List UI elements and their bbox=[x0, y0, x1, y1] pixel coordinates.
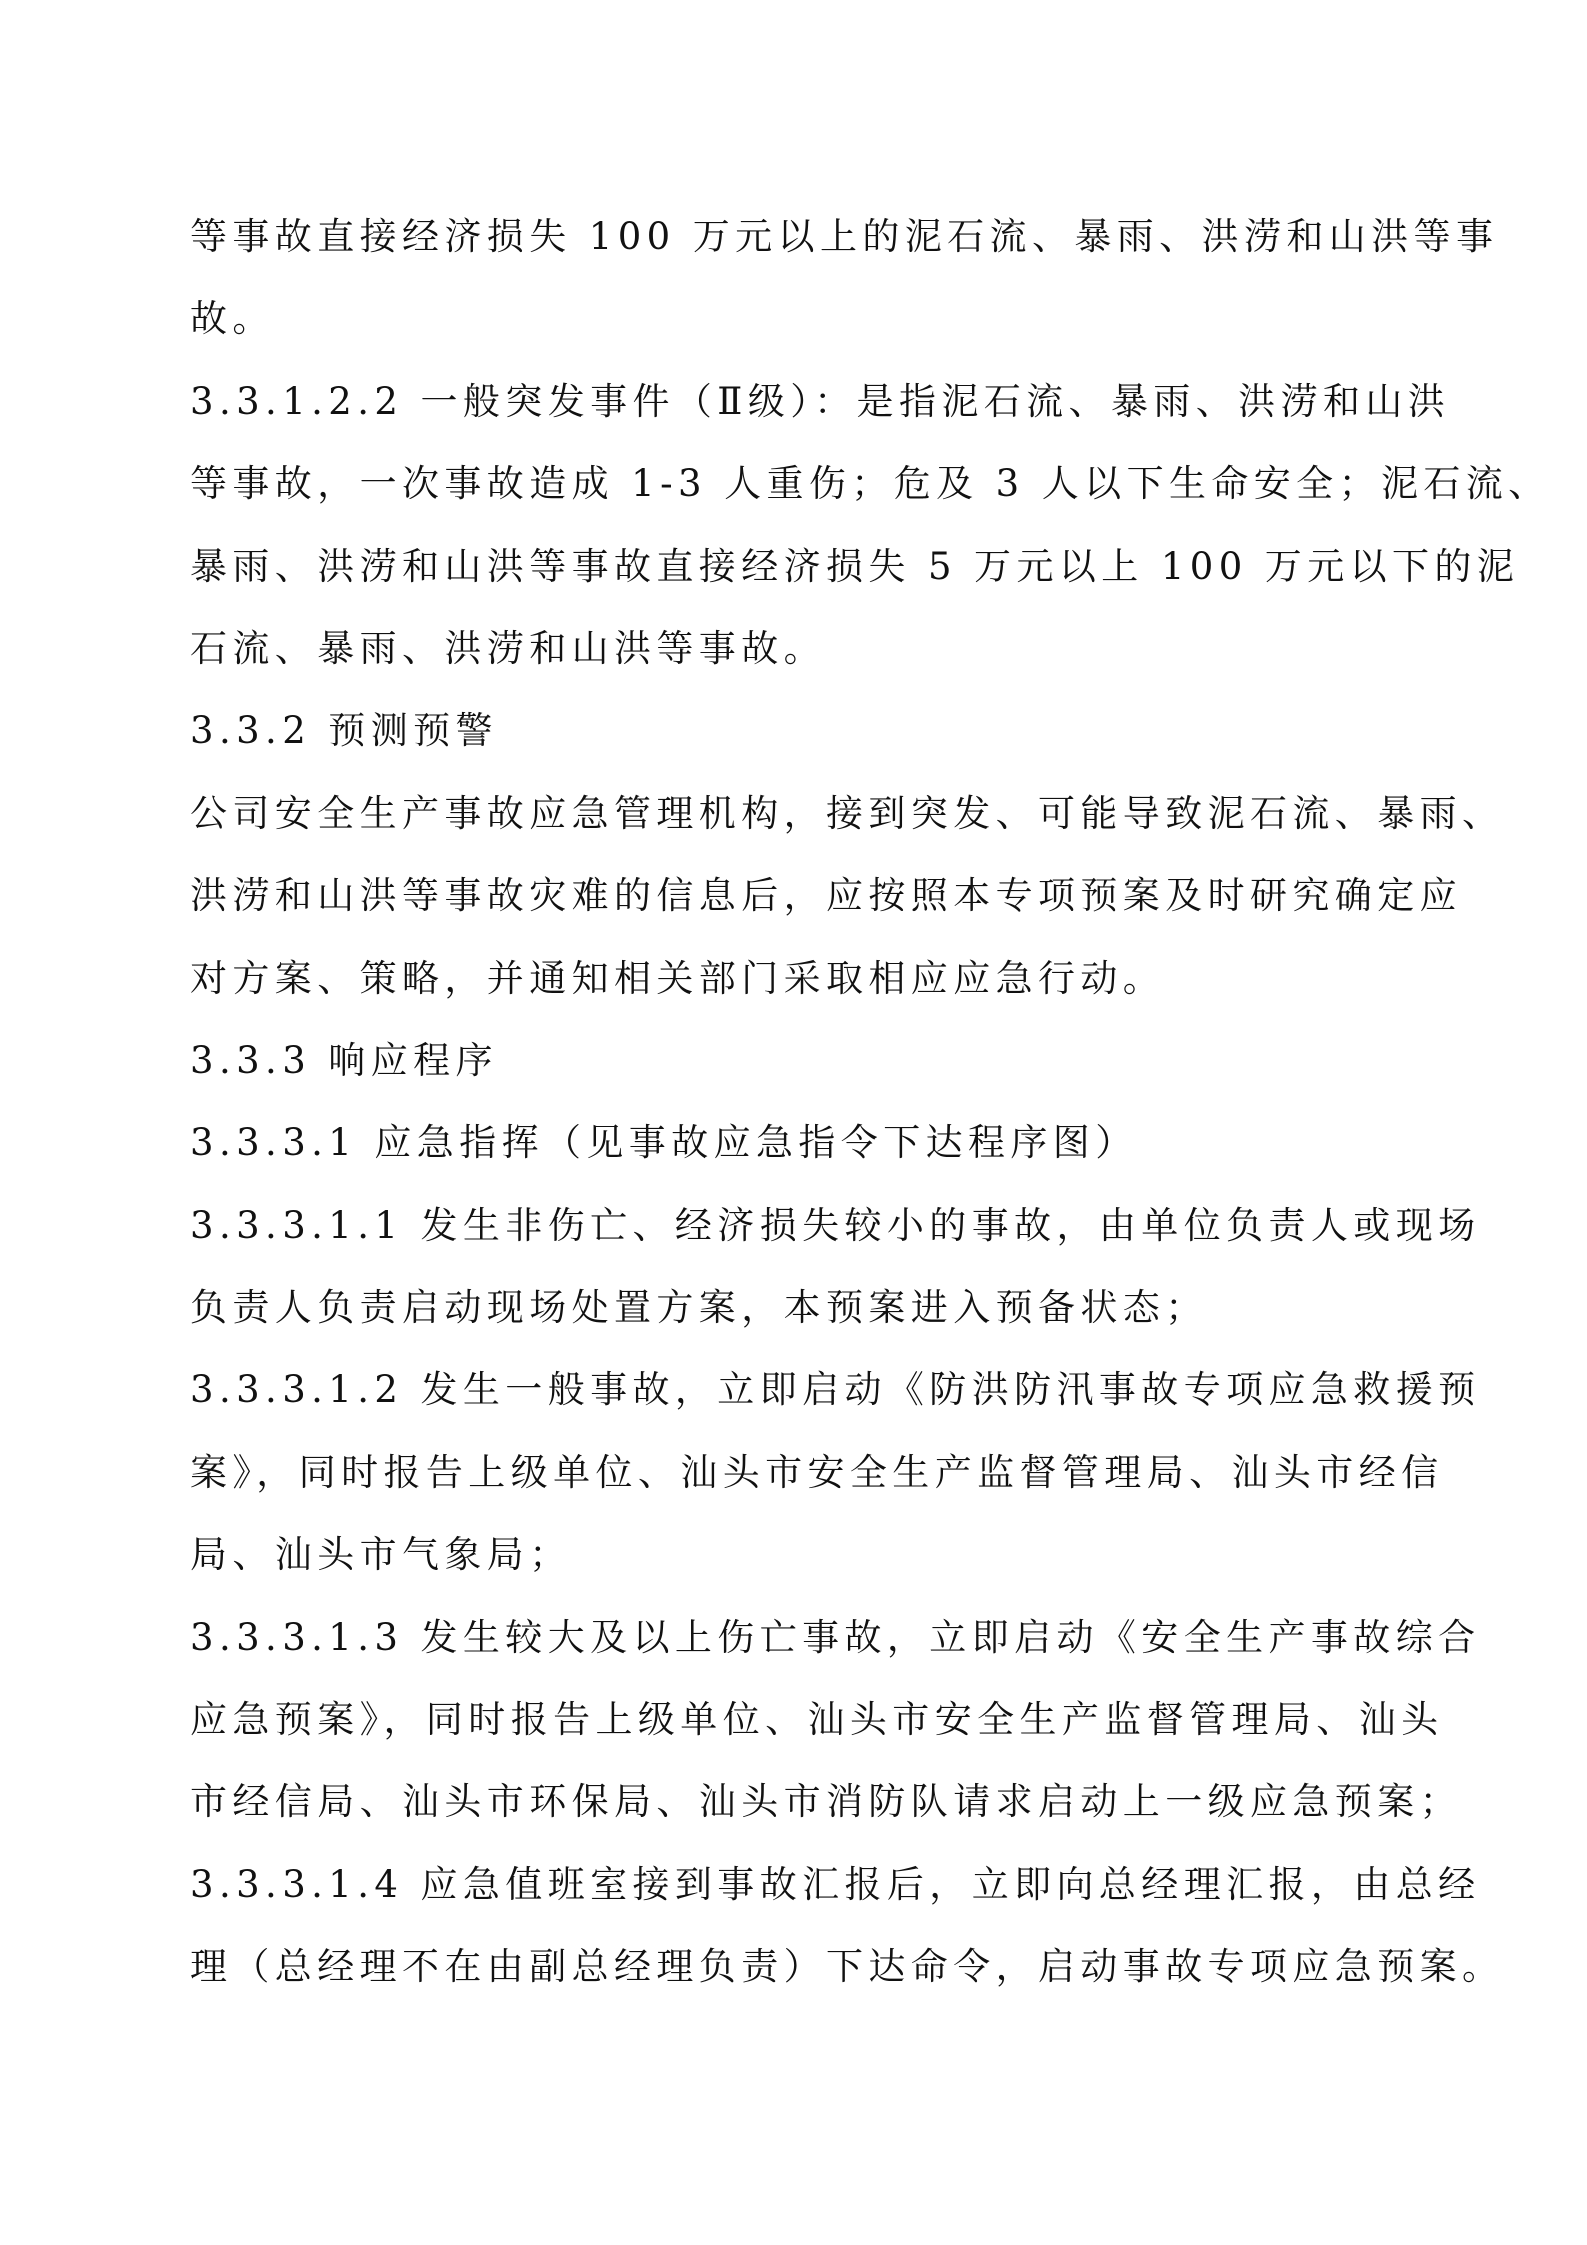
text-line-9: 洪涝和山洪等事故灾难的信息后，应按照本专项预案及时研究确定应 bbox=[190, 874, 1462, 918]
document-body bbox=[190, 196, 1551, 2009]
text-line-5: 暴雨、洪涝和山洪等事故直接经济损失 5 万元以上 100 万元以下的泥 bbox=[190, 544, 1520, 588]
text-line-10: 对方案、策略，并通知相关部门采取相应应急行动。 bbox=[190, 956, 1166, 1000]
text-line-18: 3.3.3.1.3 发生较大及以上伤亡事故，立即启动《安全生产事故综合 bbox=[190, 1615, 1481, 1659]
text-line-21: 3.3.3.1.4 应急值班室接到事故汇报后，立即向总经理汇报，由总经 bbox=[190, 1862, 1481, 1906]
text-line-16: 案》，同时报告上级单位、汕头市安全生产监督管理局、汕头市经信 bbox=[190, 1450, 1444, 1494]
text-line-19: 应急预案》，同时报告上级单位、汕头市安全生产监督管理局、汕头 bbox=[190, 1698, 1444, 1742]
text-line-3: 3.3.1.2.2 一般突发事件（Ⅱ级）：是指泥石流、暴雨、洪涝和山洪 bbox=[190, 379, 1451, 423]
text-line-20: 市经信局、汕头市环保局、汕头市消防队请求启动上一级应急预案； bbox=[190, 1780, 1462, 1824]
text-line-15: 3.3.3.1.2 发生一般事故，立即启动《防洪防汛事故专项应急救援预 bbox=[190, 1368, 1481, 1412]
text-line-14: 负责人负责启动现场处置方案，本预案进入预备状态； bbox=[190, 1286, 1208, 1330]
text-line-1: 等事故直接经济损失 100 万元以上的泥石流、暴雨、洪涝和山洪等事 bbox=[190, 215, 1499, 258]
section-heading-3-3-3: 3.3.3 响应程序 bbox=[190, 1038, 498, 1082]
text-line-22: 理（总经理不在由副总经理负责）下达命令，启动事故专项应急预案。 bbox=[190, 1945, 1505, 1989]
text-line-17: 局、汕头市气象局； bbox=[190, 1533, 572, 1577]
section-heading-3-3-3-1: 3.3.3.1 应急指挥（见事故应急指令下达程序图） bbox=[190, 1121, 1138, 1165]
text-line-4: 等事故，一次事故造成 1-3 人重伤；危及 3 人以下生命安全；泥石流、 bbox=[190, 462, 1551, 506]
text-line-6: 石流、暴雨、洪涝和山洪等事故。 bbox=[190, 626, 826, 670]
text-line-8: 公司安全生产事故应急管理机构，接到突发、可能导致泥石流、暴雨、 bbox=[190, 791, 1505, 835]
section-heading-3-3-2: 3.3.2 预测预警 bbox=[190, 709, 498, 753]
text-line-13: 3.3.3.1.1 发生非伤亡、经济损失较小的事故，由单位负责人或现场 bbox=[190, 1203, 1481, 1247]
text-line-2: 故。 bbox=[190, 297, 275, 341]
